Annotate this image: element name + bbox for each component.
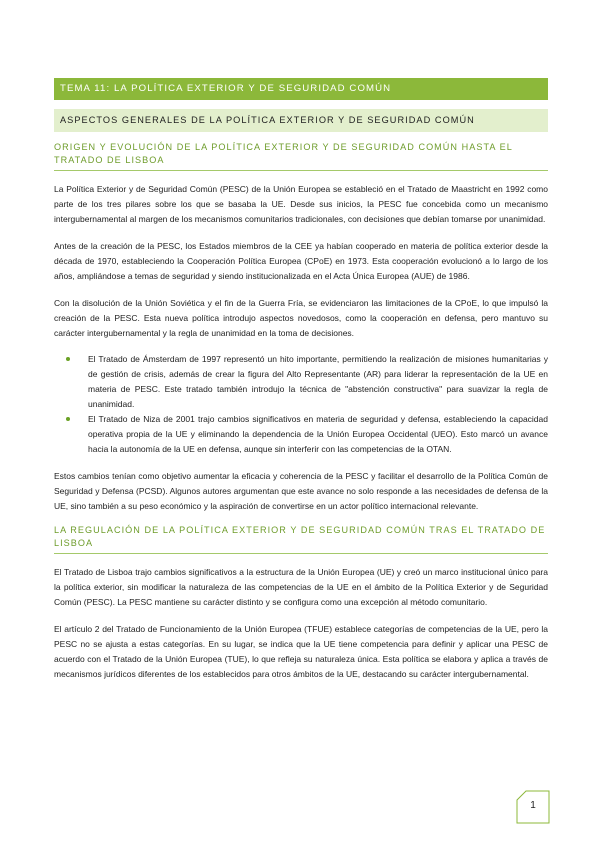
document-page: [54, 78, 548, 682]
paragraph: Antes de la creación de la PESC, los Estados miembros de la CEE ya habían cooperado en materia de política exterior desde la década de 1970, estableciendo la Cooperación Política Europea (CPoE) en 1973. Esta cooperación evolucionó a lo largo de los años, ampliándose a temas de seguridad y siendo institucionalizada en el Acta Única Europea (AUE) de 1986.: [54, 241, 548, 281]
page-number: 1: [530, 800, 536, 811]
list-item: [54, 352, 548, 412]
section-heading-lisbon: LA REGULACIÓN DE LA POLÍTICA EXTERIOR Y DE SEGURIDAD COMÚN TRAS EL TRATADO DE LISBOA: [54, 524, 548, 554]
bullet-list: [54, 352, 548, 457]
chapter-title: TEMA 11: LA POLÍTICA EXTERIOR Y DE SEGURIDAD COMÚN: [54, 78, 548, 100]
paragraph: El Tratado de Lisboa trajo cambios significativos a la estructura de la Unión Europea (UE) y creó un marco institucional único para la política exterior, sin modificar la naturaleza de las competencias de la UE en el ámbito de la Política Exterior y de Seguridad Común (PESC). La PESC mantiene su carácter distinto y se configura como una excepción al método comunitario.: [54, 567, 548, 607]
section-heading-origin: ORIGEN Y EVOLUCIÓN DE LA POLÍTICA EXTERIOR Y DE SEGURIDAD COMÚN HASTA EL TRATADO DE LISBOA: [54, 141, 548, 171]
list-item: [54, 412, 548, 457]
paragraph: Con la disolución de la Unión Soviética y el fin de la Guerra Fría, se evidenciaron las limitaciones de la CPoE, lo que impulsó la creación de la PESC. Esta nueva política introdujo aspectos novedosos, como la cooperación en defensa, pero mantuvo su carácter intergubernamental y la regla de unanimidad en la toma de decisiones.: [54, 298, 548, 338]
page-number-badge: [516, 790, 548, 822]
list-item-text: El Tratado de Ámsterdam de 1997 representó un hito importante, permitiendo la realización de misiones humanitarias y de gestión de crisis, además de crear la figura del Alto Representante (AR) para liderar la representación de la UE en materia de PESC. Este tratado también introdujo la técnica de "abstención constructiva" para suavizar la regla de unanimidad.: [88, 354, 548, 409]
round-bullet-icon: [66, 357, 70, 361]
round-bullet-icon: [66, 417, 70, 421]
list-item-text: El Tratado de Niza de 2001 trajo cambios significativos en materia de seguridad y defensa, estableciendo la capacidad operativa propia de la UE y eliminando la dependencia de la Unión Europea Occidental (UEO). Esto marcó un avance hacia la autonomía de la UE en defensa, aunque sin interferir con las competencias de la OTAN.: [88, 414, 548, 454]
paragraph: Estos cambios tenían como objetivo aumentar la eficacia y coherencia de la PESC y facilitar el desarrollo de la Política Común de Seguridad y Defensa (PCSD). Algunos autores argumentan que este avance no solo responde a las necesidades de defensa de la UE, sino también a su peso económico y la aspiración de convertirse en un actor político internacional relevante.: [54, 471, 548, 511]
chapter-subtitle: ASPECTOS GENERALES DE LA POLÍTICA EXTERIOR Y DE SEGURIDAD COMÚN: [54, 109, 548, 132]
paragraph: La Política Exterior y de Seguridad Común (PESC) de la Unión Europea se estableció en el Tratado de Maastricht en 1992 como parte de los tres pilares sobre los que se basaba la UE. Desde sus inicios, la PESC fue concebida como un mecanismo intergubernamental al margen de los mecanismos comunitarios tradicionales, con decisiones que debían tomarse por unanimidad.: [54, 184, 548, 224]
paragraph: El artículo 2 del Tratado de Funcionamiento de la Unión Europea (TFUE) establece categorías de competencias de la UE, pero la PESC no se ajusta a estas categorías. En su lugar, se indica que la UE tiene competencia para definir y aplicar una PESC de acuerdo con el Tratado de la Unión Europea (TUE), lo que refleja su naturaleza única. Esta política se elabora y aplica a través de mecanismos jurídicos diferentes de los establecidos para otros ámbitos de la UE, destacando su carácter intergubernamental.: [54, 624, 548, 679]
